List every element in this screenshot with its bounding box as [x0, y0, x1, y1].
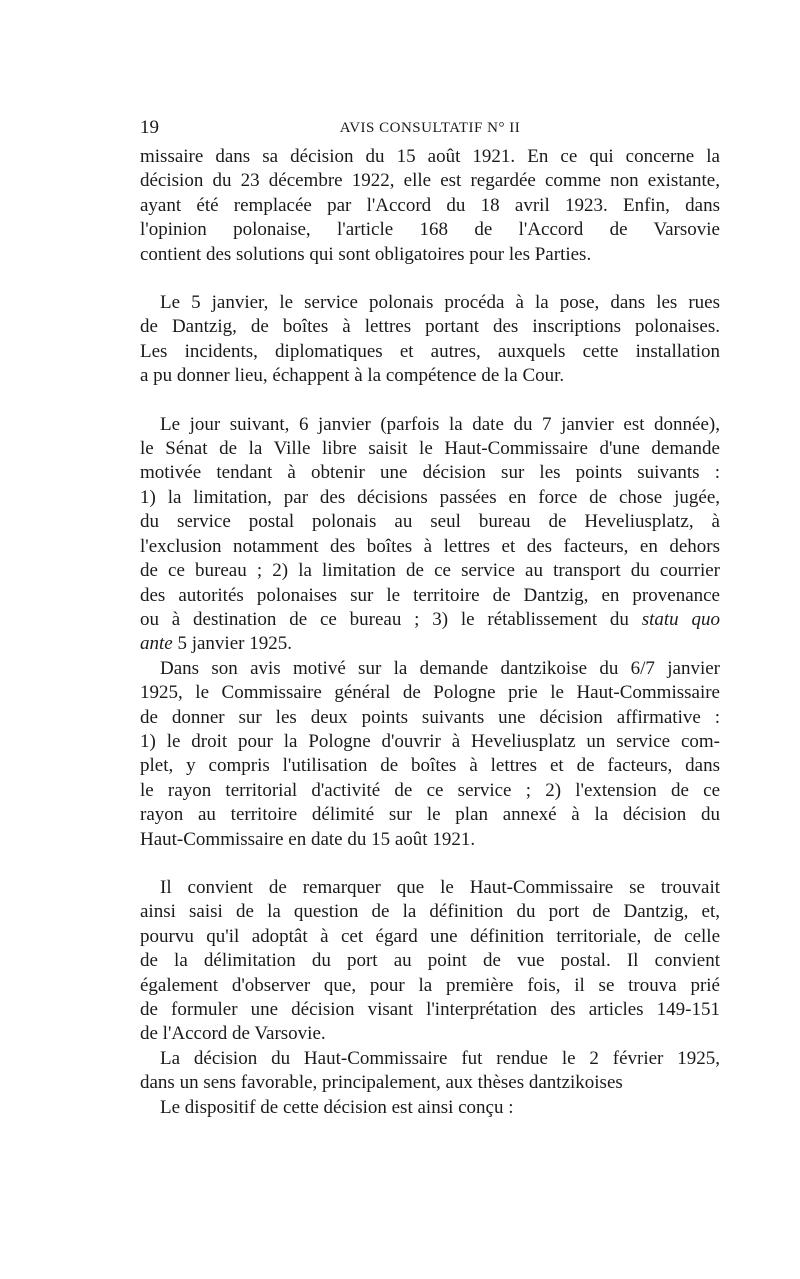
text-line: Il convient de remarquer que le Haut-Commissaire se trouvait	[160, 876, 720, 898]
text-line: motivée tendant à obtenir une décision sur les points suivants :	[140, 462, 720, 484]
text-line: de ce bureau ; 2) la limitation de ce service au transport du courrier	[140, 560, 720, 582]
text-line: 1925, le Commissaire général de Pologne prie le Haut-Commissaire	[140, 682, 720, 704]
body-text	[140, 145, 720, 1120]
text-line: de Dantzig, de boîtes à lettres portant des inscriptions polonaises.	[140, 316, 720, 338]
text-line: ayant été remplacée par l'Accord du 18 avril 1923. Enfin, dans	[140, 194, 720, 216]
text-line: pourvu qu'il adoptât à cet égard une définition territoriale, de celle	[140, 925, 720, 947]
text-line: contient des solutions qui sont obligatoires pour les Parties.	[140, 243, 592, 265]
paragraph	[140, 1047, 720, 1096]
italic-text: statu quo	[641, 608, 720, 630]
text-line: ainsi saisi de la question de la définition du port de Dantzig, et,	[140, 901, 720, 923]
text-line: a pu donner lieu, échappent à la compétence de la Cour.	[140, 365, 565, 387]
paragraph	[140, 657, 720, 852]
text-line: plet, y compris l'utilisation de boîtes à lettres et de facteurs, dans	[140, 755, 720, 777]
text-line: Le dispositif de cette décision est ainsi conçu :	[160, 1096, 514, 1118]
paragraph	[140, 876, 720, 1047]
text-line: l'opinion polonaise, l'article 168 de l'Accord de Varsovie	[140, 219, 720, 241]
paragraph	[140, 291, 720, 389]
text-line: Haut-Commissaire en date du 15 août 1921.	[140, 828, 476, 850]
italic-text: ante	[140, 633, 173, 655]
text-line: Le jour suivant, 6 janvier (parfois la date du 7 janvier est donnée),	[160, 413, 720, 435]
text-line: Les incidents, diplomatiques et autres, auxquels cette installation	[140, 340, 720, 362]
text-line: décision du 23 décembre 1922, elle est regardée comme non existante,	[140, 170, 720, 192]
text-line: le rayon territorial d'activité de ce service ; 2) l'extension de ce	[140, 779, 720, 801]
text-line: 1) le droit pour la Pologne d'ouvrir à Heveliusplatz un service com-	[140, 730, 720, 752]
paragraph	[140, 413, 720, 657]
page-number: 19	[140, 117, 159, 138]
text-line: des autorités polonaises sur le territoire de Dantzig, en provenance	[140, 584, 720, 606]
paragraph	[140, 145, 720, 267]
text-line: La décision du Haut-Commissaire fut rendue le 2 février 1925,	[160, 1047, 720, 1069]
text-line: ou à destination de ce bureau ; 3) le rétablissement du statu quo	[140, 608, 720, 630]
text-line: Le 5 janvier, le service polonais procéda à la pose, dans les rues	[160, 292, 720, 314]
text-line: également d'observer que, pour la première fois, il se trouva prié	[140, 974, 720, 996]
text-line: 1) la limitation, par des décisions passées en force de chose jugée,	[140, 486, 720, 508]
text-line: de la délimitation du port au point de vue postal. Il convient	[140, 950, 720, 972]
paragraph	[140, 1096, 720, 1120]
text-line: de donner sur les deux points suivants une décision affirmative :	[140, 706, 720, 728]
text-line: de formuler une décision visant l'interprétation des articles 149-151	[140, 999, 720, 1020]
text-line: Dans son avis motivé sur la demande dantzikoise du 6/7 janvier	[160, 657, 720, 679]
running-title: AVIS CONSULTATIF N° II	[339, 120, 521, 136]
text-line: missaire dans sa décision du 15 août 1921. En ce qui concerne la	[140, 146, 720, 167]
page-header	[140, 116, 720, 140]
text-line: rayon au territoire délimité sur le plan annexé à la décision du	[140, 804, 720, 826]
text-line: le Sénat de la Ville libre saisit le Haut-Commissaire d'une demande	[140, 438, 720, 460]
paragraph-gap	[140, 267, 720, 291]
text-line: ante 5 janvier 1925.	[140, 633, 292, 655]
text-line: dans un sens favorable, principalement, aux thèses dantzikoises	[140, 1072, 623, 1094]
text-line: l'exclusion notamment des boîtes à lettres et des facteurs, en dehors	[140, 535, 720, 557]
paragraph-gap	[140, 852, 720, 876]
text-line: de l'Accord de Varsovie.	[140, 1023, 326, 1045]
text-line: du service postal polonais au seul bureau de Heveliusplatz, à	[140, 511, 720, 533]
paragraph-gap	[140, 389, 720, 413]
